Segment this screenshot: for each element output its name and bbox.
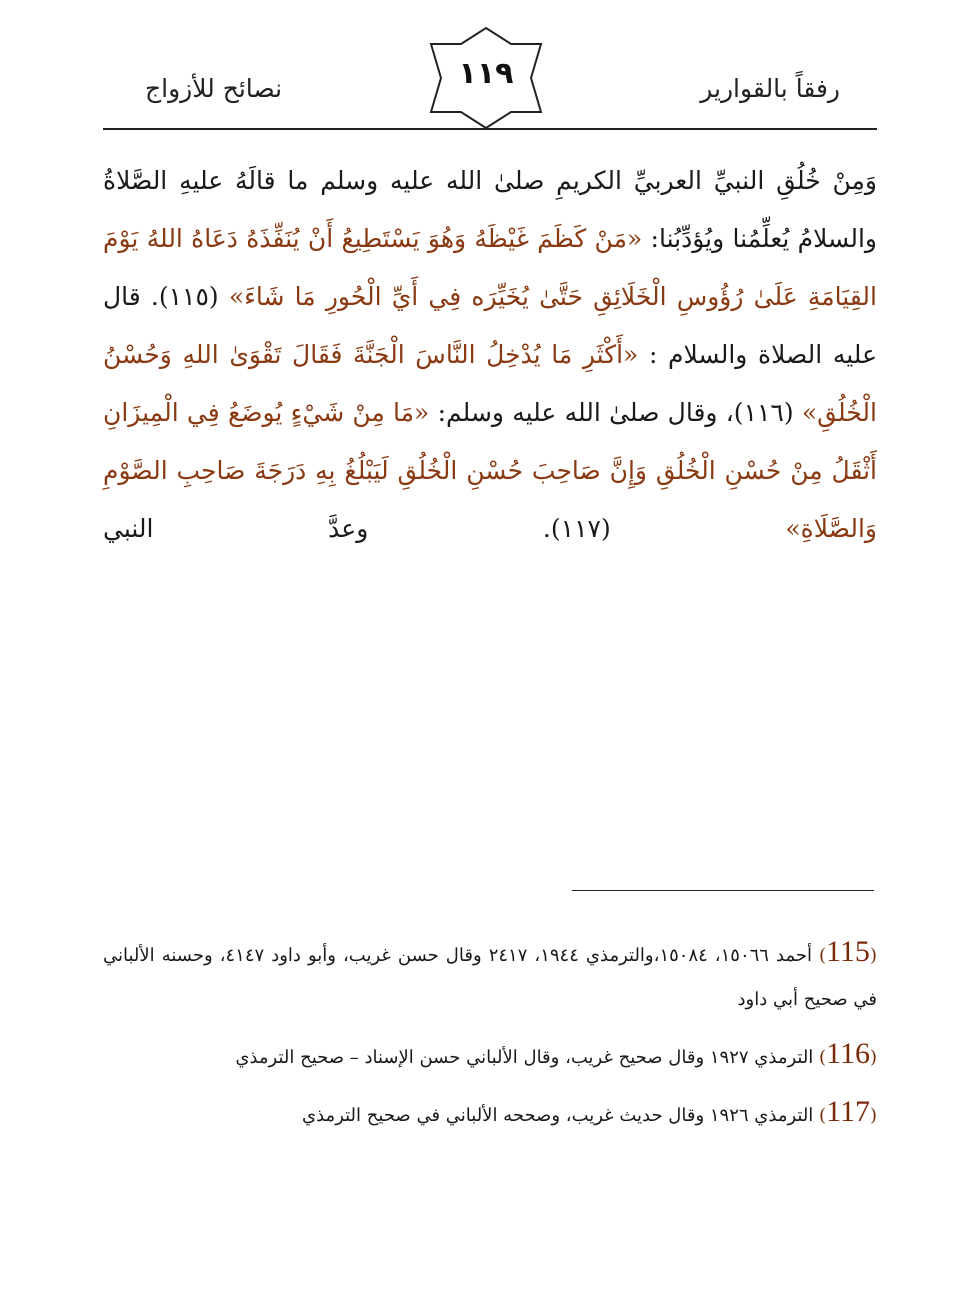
footnotes (103, 930, 877, 1148)
paragraph-intro: وَمِنْ خُلُقِ النبيِّ العربيِّ الكريمِ صلىٰ الله عليه وسلم ما قالَهُ عليهِ الصَّلاةُ والسلامُ يُعلِّمُنا ويُؤدِّبُنا: (103, 166, 877, 253)
footnote-number: 117 (826, 1095, 870, 1128)
paragraph-text-3: وقال صلىٰ الله عليه وسلم: (429, 398, 718, 427)
paragraph-text-4: وعدَّ النبي (103, 514, 369, 543)
footnote-number: 115 (826, 935, 870, 968)
hadith-quote-3: «مَا مِنْ شَيْءٍ يُوضَعُ فِي الْمِيزَانِ أَثْقَلُ مِنْ حُسْنِ الْخُلُقِ وَإِنَّ صَاحِبَ حُسْنِ الْخُلُقِ لَيَبْلُغُ بِهِ دَرَجَةَ صَاحِبِ الصَّوْمِ وَالصَّلَاةِ» (103, 398, 877, 543)
paragraph-text-2: قال عليه الصلاة والسلام : (103, 282, 877, 369)
footnote-ref-115: (١١٥). (140, 282, 229, 311)
page-header (0, 0, 980, 140)
running-title-left: نصائح للأزواج (145, 74, 283, 103)
footnote-number: 116 (826, 1037, 870, 1070)
header-rule (103, 128, 877, 130)
footnote-117: (117) الترمذي ١٩٢٦ وقال حديث غريب، وصححه الألباني في صحيح الترمذي (302, 1095, 877, 1128)
footnote-ref-117: (١١٧). (368, 514, 786, 543)
footnote-ref-116: (١١٦)، (717, 398, 802, 427)
page-number-badge (427, 26, 545, 130)
footnote-text: الترمذي ١٩٢٦ وقال حديث غريب، وصححه الألباني في صحيح الترمذي (302, 1105, 814, 1126)
main-text (103, 152, 877, 558)
footnote-text: الترمذي ١٩٢٧ وقال صحيح غريب، وقال الألباني حسن الإسناد – صحيح الترمذي (235, 1047, 814, 1068)
footnote-115: (115) أحمد ١٥٠٦٦، ١٥٠٨٤،والترمذي ١٩٤٤، ٢٤١٧ وقال حسن غريب، وأبو داود ٤١٤٧، وحسنه الألباني في صحيح أبي داود (103, 935, 877, 1010)
running-title-right: رفقاً بالقوارير (700, 74, 840, 103)
page-number: ١١٩ (458, 56, 514, 91)
footnote-116: (116) الترمذي ١٩٢٧ وقال صحيح غريب، وقال الألباني حسن الإسناد – صحيح الترمذي (235, 1037, 877, 1070)
hadith-quote-2: «أَكْثَرِ مَا يُدْخِلُ النَّاسَ الْجَنَّةَ فَقَالَ تَقْوَىٰ اللهِ وَحُسْنُ الْخُلُقِ» (103, 340, 877, 427)
hadith-quote-1: «مَنْ كَظَمَ غَيْظَهُ وَهُوَ يَسْتَطِيعُ أَنْ يُنَفِّذَهُ دَعَاهُ اللهُ يَوْمَ القِيَامَةِ عَلَىٰ رُؤُوسِ الْخَلَائِقِ حَتَّىٰ يُخَيِّرَه فِي أَيِّ الْحُورِ مَا شَاءَ» (103, 224, 877, 311)
footnote-rule (572, 890, 874, 891)
footnote-text: أحمد ١٥٠٦٦، ١٥٠٨٤،والترمذي ١٩٤٤، ٢٤١٧ وقال حسن غريب، وأبو داود ٤١٤٧، وحسنه الألباني في صحيح أبي داود (103, 945, 877, 1010)
